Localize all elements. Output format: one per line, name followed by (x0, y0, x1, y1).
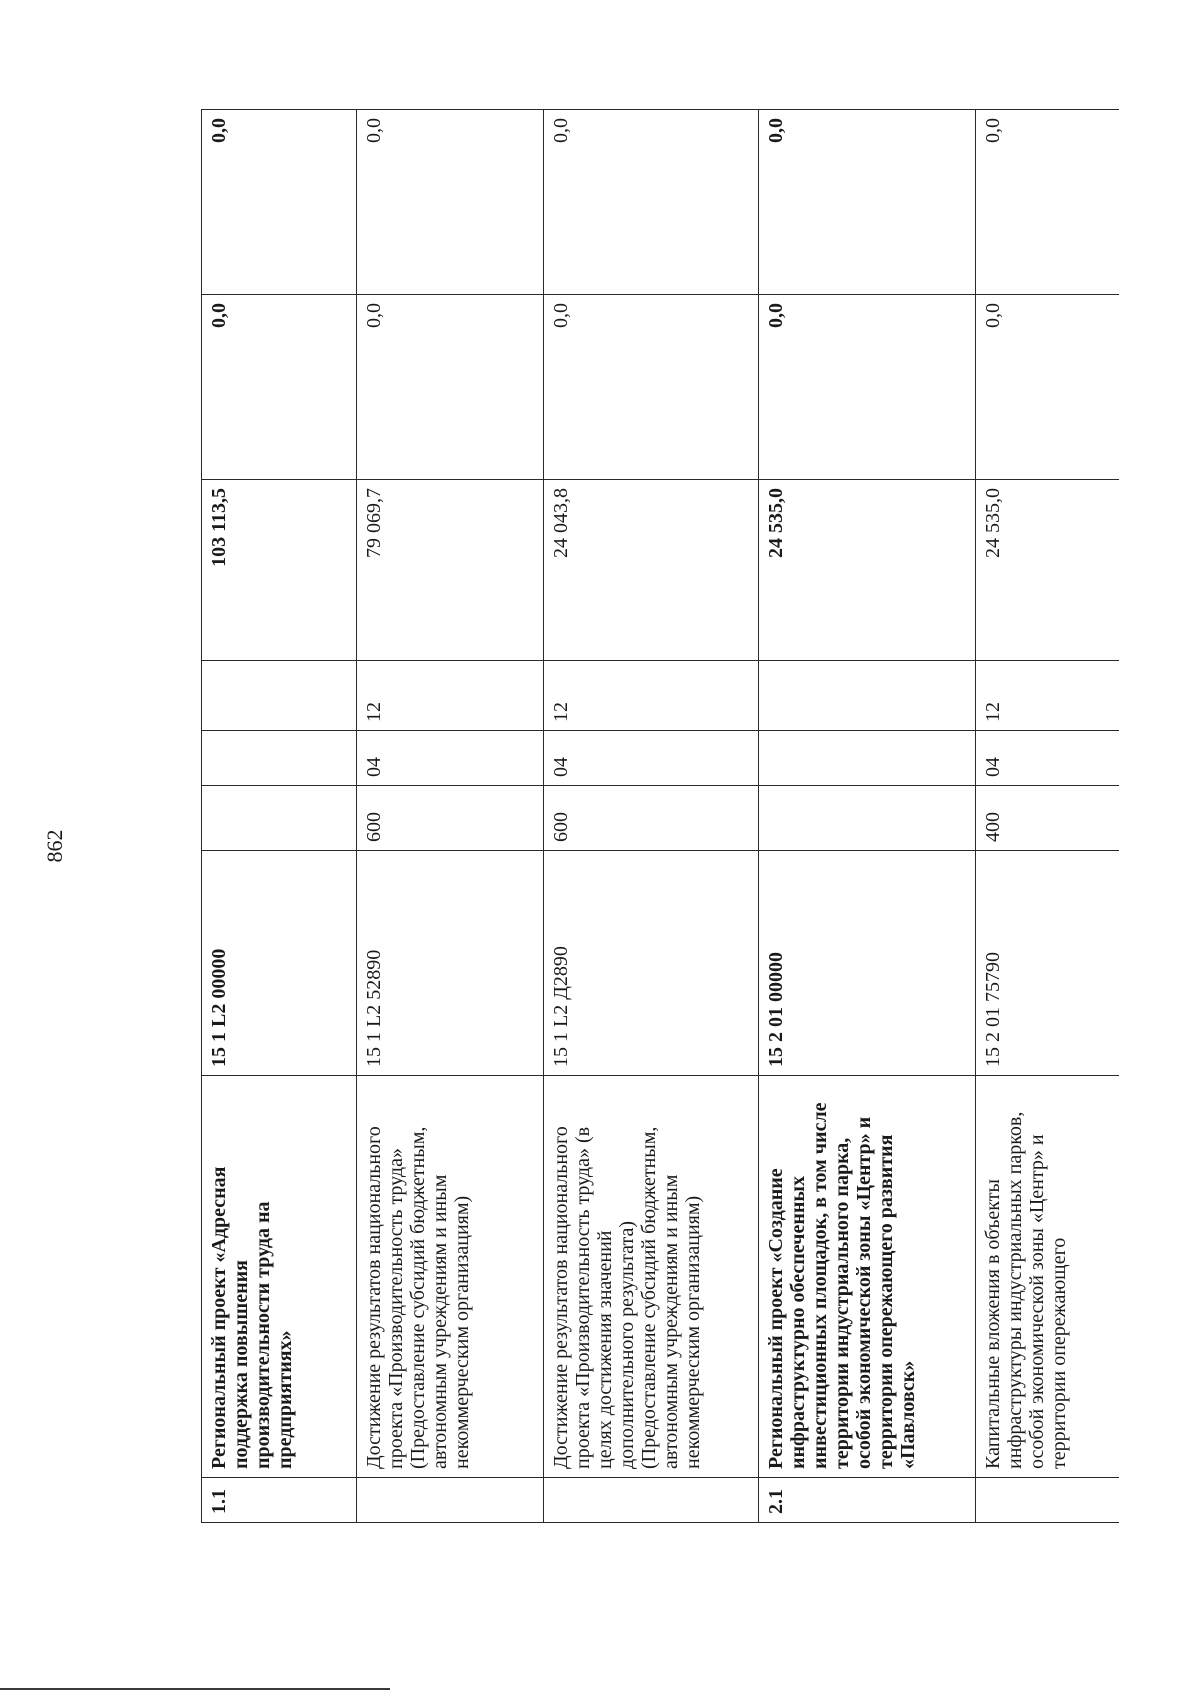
expense-type-code: 400 (976, 786, 1119, 851)
subsection-code: 12 (976, 661, 1119, 731)
section-code (202, 731, 357, 786)
amount-year-3: 0,0 (544, 110, 759, 295)
section-code: 04 (357, 731, 544, 786)
amount-year-1: 24 043,8 (544, 480, 759, 661)
section-code: 04 (544, 731, 759, 786)
amount-year-2: 0,0 (759, 295, 976, 480)
amount-year-2: 0,0 (976, 295, 1119, 480)
expense-type-code: 600 (357, 786, 544, 851)
expense-type-code (759, 786, 976, 851)
amount-year-1: 103 113,5 (202, 480, 357, 661)
row-number (976, 1478, 1119, 1523)
section-code (759, 731, 976, 786)
row-name: Достижение результатов национального проекта «Производительность труда» (Предоставление субсидий бюджетным, автономным учреждениям и иным некоммерческим организациям) (357, 1076, 544, 1478)
row-number (357, 1478, 544, 1523)
table-row (976, 110, 1119, 1523)
expense-type-code: 600 (544, 786, 759, 851)
target-article-code: 15 2 01 00000 (759, 851, 976, 1076)
amount-year-3: 0,0 (202, 110, 357, 295)
row-number (544, 1478, 759, 1523)
target-article-code: 15 1 L2 Д2890 (544, 851, 759, 1076)
amount-year-3: 0,0 (976, 110, 1119, 295)
table-row (202, 110, 357, 1523)
amount-year-1: 79 069,7 (357, 480, 544, 661)
amount-year-1: 24 535,0 (759, 480, 976, 661)
amount-year-1: 24 535,0 (976, 480, 1119, 661)
row-number: 1.1 (202, 1478, 357, 1523)
subsection-code: 12 (544, 661, 759, 731)
target-article-code: 15 1 L2 52890 (357, 851, 544, 1076)
amount-year-2: 0,0 (202, 295, 357, 480)
budget-table-rotated (201, 110, 1118, 1523)
row-name: Достижение результатов национального проекта «Производительность труда» (в целях достижения значений дополнительного результата) (Предоставление субсидий бюджетным, автономным учреждениям и иным некоммерческим организациям) (544, 1076, 759, 1478)
table-row (759, 110, 976, 1523)
row-name: Региональный проект «Создание инфраструктурно обеспеченных инвестиционных площадок, в том числе территории индустриального парка, особой экономической зоны «Центр» и территории опережающего развития «Павловск» (759, 1076, 976, 1478)
row-name: Региональный проект «Адресная поддержка повышения производительности труда на предприятиях» (202, 1076, 357, 1478)
target-article-code: 15 2 01 75790 (976, 851, 1119, 1076)
amount-year-2: 0,0 (357, 295, 544, 480)
page-number: 862 (42, 829, 67, 863)
expense-type-code (202, 786, 357, 851)
row-name: Капитальные вложения в объекты инфраструктуры индустриальных парков, особой экономической зоны «Центр» и территории опережающего (976, 1076, 1119, 1478)
table-row (357, 110, 544, 1523)
subsection-code (202, 661, 357, 731)
budget-table (201, 109, 1119, 1523)
subsection-code: 12 (357, 661, 544, 731)
amount-year-3: 0,0 (357, 110, 544, 295)
amount-year-3: 0,0 (759, 110, 976, 295)
target-article-code: 15 1 L2 00000 (202, 851, 357, 1076)
row-number: 2.1 (759, 1478, 976, 1523)
scan-edge-line (0, 1688, 390, 1690)
table-row (544, 110, 759, 1523)
subsection-code (759, 661, 976, 731)
section-code: 04 (976, 731, 1119, 786)
amount-year-2: 0,0 (544, 295, 759, 480)
